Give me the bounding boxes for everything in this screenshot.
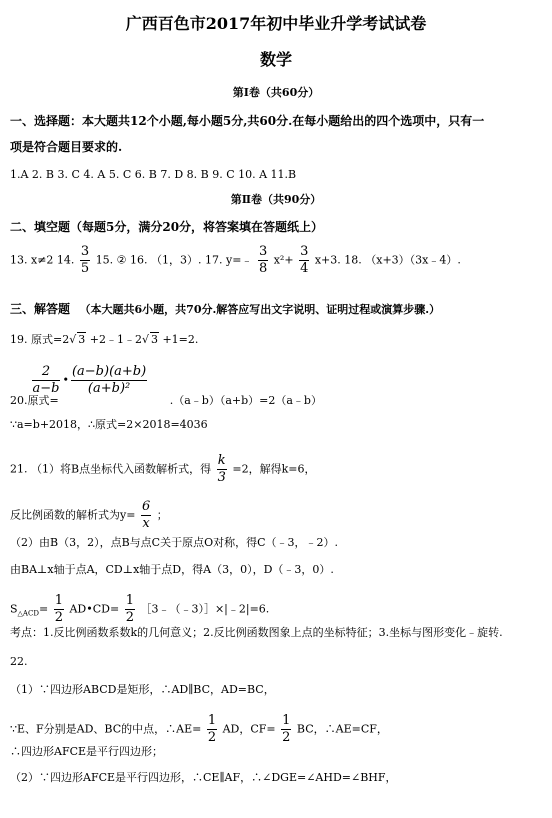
fraction-1-2-ae: $\frac{1}{2}$ — [207, 713, 217, 745]
choice-answers: 1.A 2. B 3. C 4. A 5. C 6. B 7. D 8. B 9. C 10. A 11.B — [10, 168, 297, 181]
q21-text-c: 反比例函数的解析式为y= — [10, 508, 136, 522]
section1-heading-cont: 项是符合题目要求的. — [10, 140, 123, 154]
fraction-k-over-3: $\frac{k}{3}$ — [217, 453, 226, 485]
fraction-2-over-a-minus-b: $\frac{2}{a-b}$ — [32, 364, 60, 396]
q22-line4: （2）∵四边形AFCE是平行四边形，∴CE∥AF，∴∠DGE=∠AHD=∠BHF， — [10, 771, 397, 784]
area-tail: ［3﹣（﹣3）］×|﹣2|=6. — [140, 602, 270, 616]
sqrt-3: 3 — [78, 333, 86, 346]
q19-answer: 19. 原式=2√ 3 +2﹣1﹣2√ 3 +1=2. — [10, 333, 199, 346]
section3-heading — [10, 302, 440, 317]
fraction-1-2: $\frac{1}{2}$ — [54, 593, 63, 625]
fraction-1-2-second: $\frac{1}{2}$ — [125, 593, 134, 625]
dot-operator: • — [62, 373, 69, 387]
q21-text-b: =2，解得k=6， — [232, 462, 316, 476]
q22-text-c: BC，∴AE=CF， — [296, 722, 388, 736]
q19-text-c: +1=2. — [162, 333, 199, 346]
q13-text-c: x²+ — [273, 253, 294, 267]
q21-function — [10, 499, 168, 532]
q22-line1: （1）∵四边形ABCD是矩形，∴AD∥BC，AD=BC， — [10, 683, 275, 696]
section1-heading: 一、选择题：本大题共12个小题,每小题5分,共60分.在每小题给出的四个选项中，只有一 — [10, 114, 485, 128]
q20-line1 — [10, 394, 322, 408]
q21-area — [10, 593, 269, 626]
q21-part3: 由BA⊥x轴于点A，CD⊥x轴于点D，得A（3，0），D（﹣3，0）. — [10, 563, 334, 576]
section3-note: （本大题共6小题，共70分.解答应写出文字说明、证明过程或演算步骤.） — [79, 303, 441, 316]
q20-line2: ∵a=b+2018，∴原式=2×2018=4036 — [10, 418, 208, 431]
subject-title: 数学 — [259, 50, 292, 69]
q22-number: 22. — [10, 655, 28, 668]
q13-text-b: 15. ② 16. （1，3）. 17. y=﹣ — [95, 253, 253, 267]
part1-title: 第Ⅰ卷（共60分） — [232, 86, 320, 99]
fraction-6-over-x: $\frac{6}{x}$ — [141, 499, 151, 531]
q22-text-b: AD，CF= — [222, 722, 276, 736]
q13-text-d: x+3. 18. （x+3）（3x﹣4）. — [314, 253, 461, 267]
q20-tail: .（a﹣b）（a+b）=2（a﹣b） — [169, 394, 322, 407]
q13-text-a: 13. x≠2 14. — [10, 253, 75, 267]
q21-text-a: 21. （1）将B点坐标代入函数解析式，得 — [10, 462, 212, 476]
fraction-product-over-square: $\frac{(a-b)(a+b)}{\text{(a+b)²}}$ — [71, 364, 147, 396]
fraction-3-8: $\frac{3}{8}$ — [258, 244, 268, 276]
area-symbol: S — [10, 602, 18, 616]
fraction-3-4: $\frac{3}{4}$ — [300, 244, 309, 276]
q21-key-points: 考点：1.反比例函数系数k的几何意义；2.反比例函数图象上点的坐标特征；3.坐标与图形变化﹣旋转. — [10, 626, 503, 639]
fraction-1-2-cf: $\frac{1}{2}$ — [282, 713, 291, 745]
area-subscript: △ACD — [17, 609, 39, 618]
part2-title: 第Ⅱ卷（共90分） — [230, 193, 322, 206]
q21-text-d: ； — [156, 508, 168, 522]
fraction-3-5: $\frac{3}{5}$ — [80, 244, 90, 276]
sqrt-3-second: 3 — [150, 333, 158, 346]
q19-text-a: 19. 原式=2 — [10, 333, 70, 346]
q21-part2: （2）由B（3，2），点B与点C关于原点O对称，得C（﹣3，﹣2）. — [10, 536, 339, 549]
q22-text-a: ∵E、F分别是AD、BC的中点，∴AE= — [10, 722, 202, 736]
q22-line3: ∴四边形AFCE是平行四边形； — [10, 745, 164, 758]
section3-title: 三、解答题 — [10, 302, 71, 316]
area-mid: AD•CD= — [69, 602, 120, 616]
exam-title: 广西百色市2017年初中毕业升学考试试卷 — [125, 14, 427, 33]
q22-line2 — [10, 713, 388, 746]
section2-heading: 二、填空题（每题5分，满分20分，将答案填在答题纸上） — [10, 220, 324, 234]
q20-formula — [10, 364, 149, 397]
area-equals: = — [38, 602, 49, 616]
q19-text-b: +2﹣1﹣2 — [89, 333, 142, 346]
q21-part1 — [10, 453, 315, 486]
q20-label: 20.原式= — [10, 394, 59, 407]
fill-answers — [10, 244, 461, 277]
